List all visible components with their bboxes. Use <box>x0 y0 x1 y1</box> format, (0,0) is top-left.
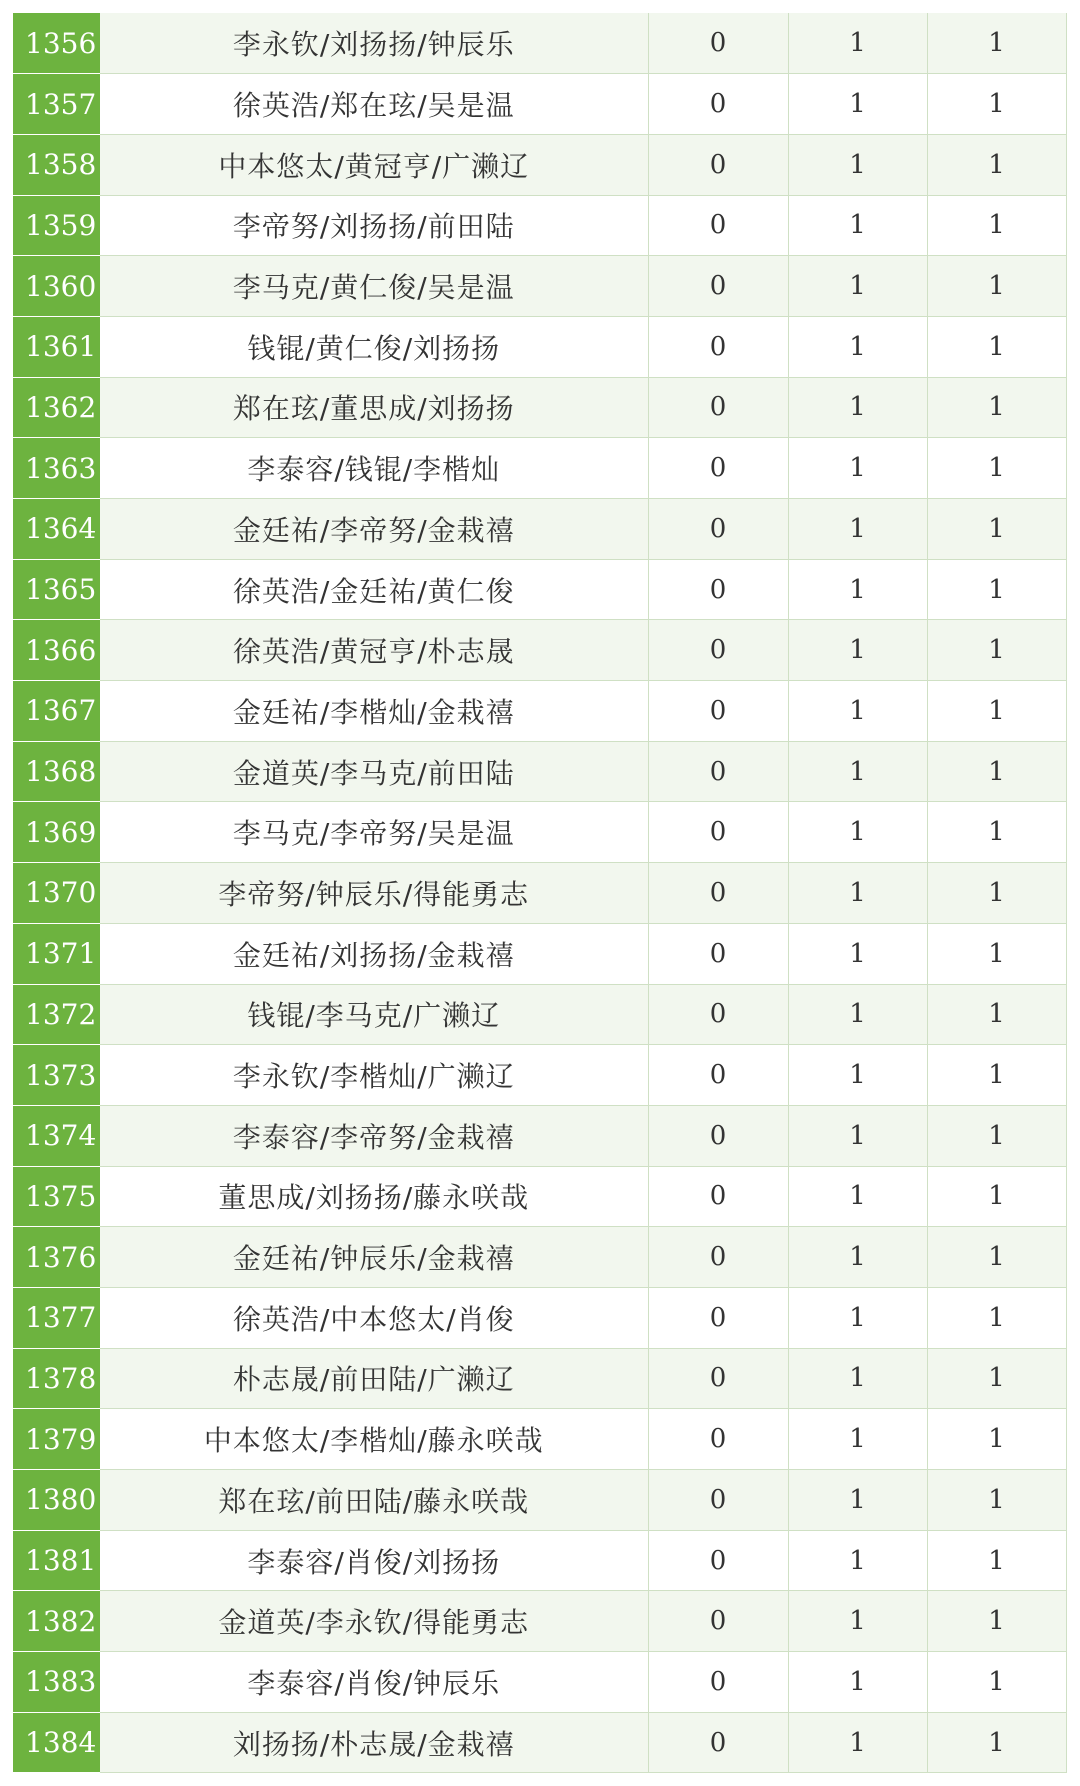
value-1-cell: 0 <box>648 377 788 438</box>
names-cell: 李泰容/肖俊/刘扬扬 <box>100 1530 648 1591</box>
row-id-cell: 1373 <box>13 1045 100 1106</box>
value-2-cell: 1 <box>788 256 927 317</box>
names-cell: 朴志晟/前田陆/广濑辽 <box>100 1348 648 1409</box>
value-1-cell: 0 <box>648 1105 788 1166</box>
table-row <box>13 316 1066 377</box>
row-id-cell: 1375 <box>13 1166 100 1227</box>
row-id-cell: 1358 <box>13 134 100 195</box>
names-cell: 李泰容/肖俊/钟辰乐 <box>100 1652 648 1713</box>
value-1-cell: 0 <box>648 134 788 195</box>
names-cell: 董思成/刘扬扬/藤永咲哉 <box>100 1166 648 1227</box>
row-id-cell: 1362 <box>13 377 100 438</box>
value-3-cell: 1 <box>927 13 1066 74</box>
table-row <box>13 923 1066 984</box>
value-2-cell: 1 <box>788 1652 927 1713</box>
value-3-cell: 1 <box>927 1227 1066 1288</box>
names-cell: 钱锟/黄仁俊/刘扬扬 <box>100 316 648 377</box>
row-id-cell: 1367 <box>13 681 100 742</box>
names-cell: 中本悠太/李楷灿/藤永咲哉 <box>100 1409 648 1470</box>
names-cell: 李帝努/钟辰乐/得能勇志 <box>100 863 648 924</box>
row-id-cell: 1364 <box>13 499 100 560</box>
value-3-cell: 1 <box>927 1045 1066 1106</box>
row-id-cell: 1374 <box>13 1105 100 1166</box>
table-row <box>13 1530 1066 1591</box>
value-2-cell: 1 <box>788 134 927 195</box>
value-1-cell: 0 <box>648 74 788 135</box>
table-row <box>13 1105 1066 1166</box>
names-cell: 徐英浩/郑在玹/吴是温 <box>100 74 648 135</box>
table-row <box>13 74 1066 135</box>
value-2-cell: 1 <box>788 195 927 256</box>
table-row <box>13 438 1066 499</box>
value-1-cell: 0 <box>648 984 788 1045</box>
row-id-cell: 1372 <box>13 984 100 1045</box>
value-3-cell: 1 <box>927 1652 1066 1713</box>
row-id-cell: 1368 <box>13 741 100 802</box>
value-3-cell: 1 <box>927 984 1066 1045</box>
value-2-cell: 1 <box>788 13 927 74</box>
table-row <box>13 134 1066 195</box>
table-row <box>13 802 1066 863</box>
value-2-cell: 1 <box>788 1105 927 1166</box>
value-1-cell: 0 <box>648 256 788 317</box>
value-3-cell: 1 <box>927 1530 1066 1591</box>
value-1-cell: 0 <box>648 1348 788 1409</box>
table-row <box>13 1712 1066 1773</box>
table-row <box>13 13 1066 74</box>
row-id-cell: 1360 <box>13 256 100 317</box>
value-1-cell: 0 <box>648 559 788 620</box>
value-2-cell: 1 <box>788 1045 927 1106</box>
value-1-cell: 0 <box>648 1227 788 1288</box>
value-2-cell: 1 <box>788 1530 927 1591</box>
value-2-cell: 1 <box>788 802 927 863</box>
table-row <box>13 1591 1066 1652</box>
names-cell: 李泰容/钱锟/李楷灿 <box>100 438 648 499</box>
table-body <box>13 13 1066 1773</box>
value-1-cell: 0 <box>648 195 788 256</box>
ranking-table <box>13 13 1067 1773</box>
value-3-cell: 1 <box>927 559 1066 620</box>
row-id-cell: 1371 <box>13 923 100 984</box>
row-id-cell: 1366 <box>13 620 100 681</box>
value-3-cell: 1 <box>927 863 1066 924</box>
value-3-cell: 1 <box>927 1409 1066 1470</box>
value-2-cell: 1 <box>788 377 927 438</box>
value-2-cell: 1 <box>788 741 927 802</box>
names-cell: 李永钦/刘扬扬/钟辰乐 <box>100 13 648 74</box>
value-1-cell: 0 <box>648 438 788 499</box>
value-1-cell: 0 <box>648 923 788 984</box>
table-row <box>13 499 1066 560</box>
table-row <box>13 1227 1066 1288</box>
table-row <box>13 620 1066 681</box>
value-3-cell: 1 <box>927 741 1066 802</box>
value-3-cell: 1 <box>927 499 1066 560</box>
value-3-cell: 1 <box>927 1470 1066 1531</box>
names-cell: 郑在玹/前田陆/藤永咲哉 <box>100 1470 648 1531</box>
value-3-cell: 1 <box>927 316 1066 377</box>
table-row <box>13 377 1066 438</box>
names-cell: 金道英/李马克/前田陆 <box>100 741 648 802</box>
value-1-cell: 0 <box>648 1166 788 1227</box>
value-3-cell: 1 <box>927 1348 1066 1409</box>
names-cell: 李泰容/李帝努/金栽禧 <box>100 1105 648 1166</box>
row-id-cell: 1384 <box>13 1712 100 1773</box>
names-cell: 金道英/李永钦/得能勇志 <box>100 1591 648 1652</box>
table-row <box>13 1045 1066 1106</box>
value-2-cell: 1 <box>788 681 927 742</box>
table-row <box>13 863 1066 924</box>
value-1-cell: 0 <box>648 1409 788 1470</box>
value-2-cell: 1 <box>788 1348 927 1409</box>
value-2-cell: 1 <box>788 984 927 1045</box>
value-1-cell: 0 <box>648 1530 788 1591</box>
names-cell: 中本悠太/黄冠亨/广濑辽 <box>100 134 648 195</box>
value-1-cell: 0 <box>648 316 788 377</box>
value-3-cell: 1 <box>927 134 1066 195</box>
row-id-cell: 1369 <box>13 802 100 863</box>
names-cell: 金廷祐/刘扬扬/金栽禧 <box>100 923 648 984</box>
value-1-cell: 0 <box>648 499 788 560</box>
table-row <box>13 256 1066 317</box>
value-2-cell: 1 <box>788 1470 927 1531</box>
row-id-cell: 1380 <box>13 1470 100 1531</box>
value-3-cell: 1 <box>927 1287 1066 1348</box>
value-3-cell: 1 <box>927 377 1066 438</box>
value-3-cell: 1 <box>927 1166 1066 1227</box>
table-row <box>13 984 1066 1045</box>
names-cell: 金廷祐/李楷灿/金栽禧 <box>100 681 648 742</box>
value-2-cell: 1 <box>788 74 927 135</box>
row-id-cell: 1363 <box>13 438 100 499</box>
value-2-cell: 1 <box>788 499 927 560</box>
value-2-cell: 1 <box>788 1166 927 1227</box>
value-3-cell: 1 <box>927 195 1066 256</box>
row-id-cell: 1379 <box>13 1409 100 1470</box>
value-1-cell: 0 <box>648 1045 788 1106</box>
value-1-cell: 0 <box>648 1591 788 1652</box>
names-cell: 李马克/黄仁俊/吴是温 <box>100 256 648 317</box>
value-3-cell: 1 <box>927 1712 1066 1773</box>
row-id-cell: 1357 <box>13 74 100 135</box>
value-2-cell: 1 <box>788 1287 927 1348</box>
value-1-cell: 0 <box>648 802 788 863</box>
value-1-cell: 0 <box>648 741 788 802</box>
value-2-cell: 1 <box>788 1591 927 1652</box>
value-3-cell: 1 <box>927 681 1066 742</box>
table-row <box>13 1287 1066 1348</box>
value-3-cell: 1 <box>927 438 1066 499</box>
row-id-cell: 1381 <box>13 1530 100 1591</box>
table-row <box>13 195 1066 256</box>
row-id-cell: 1383 <box>13 1652 100 1713</box>
value-2-cell: 1 <box>788 1227 927 1288</box>
value-1-cell: 0 <box>648 620 788 681</box>
value-1-cell: 0 <box>648 863 788 924</box>
value-1-cell: 0 <box>648 1652 788 1713</box>
table-row <box>13 1652 1066 1713</box>
table-row <box>13 1166 1066 1227</box>
names-cell: 李帝努/刘扬扬/前田陆 <box>100 195 648 256</box>
names-cell: 李永钦/李楷灿/广濑辽 <box>100 1045 648 1106</box>
value-2-cell: 1 <box>788 863 927 924</box>
names-cell: 金廷祐/钟辰乐/金栽禧 <box>100 1227 648 1288</box>
value-1-cell: 0 <box>648 13 788 74</box>
table-row <box>13 681 1066 742</box>
row-id-cell: 1361 <box>13 316 100 377</box>
row-id-cell: 1377 <box>13 1287 100 1348</box>
value-2-cell: 1 <box>788 923 927 984</box>
row-id-cell: 1376 <box>13 1227 100 1288</box>
table-row <box>13 559 1066 620</box>
row-id-cell: 1365 <box>13 559 100 620</box>
table-row <box>13 741 1066 802</box>
value-2-cell: 1 <box>788 620 927 681</box>
value-2-cell: 1 <box>788 438 927 499</box>
value-3-cell: 1 <box>927 74 1066 135</box>
names-cell: 钱锟/李马克/广濑辽 <box>100 984 648 1045</box>
value-2-cell: 1 <box>788 1409 927 1470</box>
table-row <box>13 1348 1066 1409</box>
table-row <box>13 1470 1066 1531</box>
names-cell: 郑在玹/董思成/刘扬扬 <box>100 377 648 438</box>
value-1-cell: 0 <box>648 1287 788 1348</box>
names-cell: 徐英浩/中本悠太/肖俊 <box>100 1287 648 1348</box>
value-3-cell: 1 <box>927 620 1066 681</box>
value-1-cell: 0 <box>648 681 788 742</box>
names-cell: 徐英浩/黄冠亨/朴志晟 <box>100 620 648 681</box>
row-id-cell: 1370 <box>13 863 100 924</box>
names-cell: 徐英浩/金廷祐/黄仁俊 <box>100 559 648 620</box>
row-id-cell: 1378 <box>13 1348 100 1409</box>
value-2-cell: 1 <box>788 559 927 620</box>
row-id-cell: 1359 <box>13 195 100 256</box>
value-2-cell: 1 <box>788 316 927 377</box>
value-1-cell: 0 <box>648 1712 788 1773</box>
ranking-table-container <box>13 13 1066 1773</box>
row-id-cell: 1356 <box>13 13 100 74</box>
value-3-cell: 1 <box>927 256 1066 317</box>
names-cell: 刘扬扬/朴志晟/金栽禧 <box>100 1712 648 1773</box>
value-3-cell: 1 <box>927 1591 1066 1652</box>
value-2-cell: 1 <box>788 1712 927 1773</box>
value-3-cell: 1 <box>927 1105 1066 1166</box>
table-row <box>13 1409 1066 1470</box>
names-cell: 金廷祐/李帝努/金栽禧 <box>100 499 648 560</box>
value-3-cell: 1 <box>927 923 1066 984</box>
names-cell: 李马克/李帝努/吴是温 <box>100 802 648 863</box>
value-3-cell: 1 <box>927 802 1066 863</box>
value-1-cell: 0 <box>648 1470 788 1531</box>
row-id-cell: 1382 <box>13 1591 100 1652</box>
